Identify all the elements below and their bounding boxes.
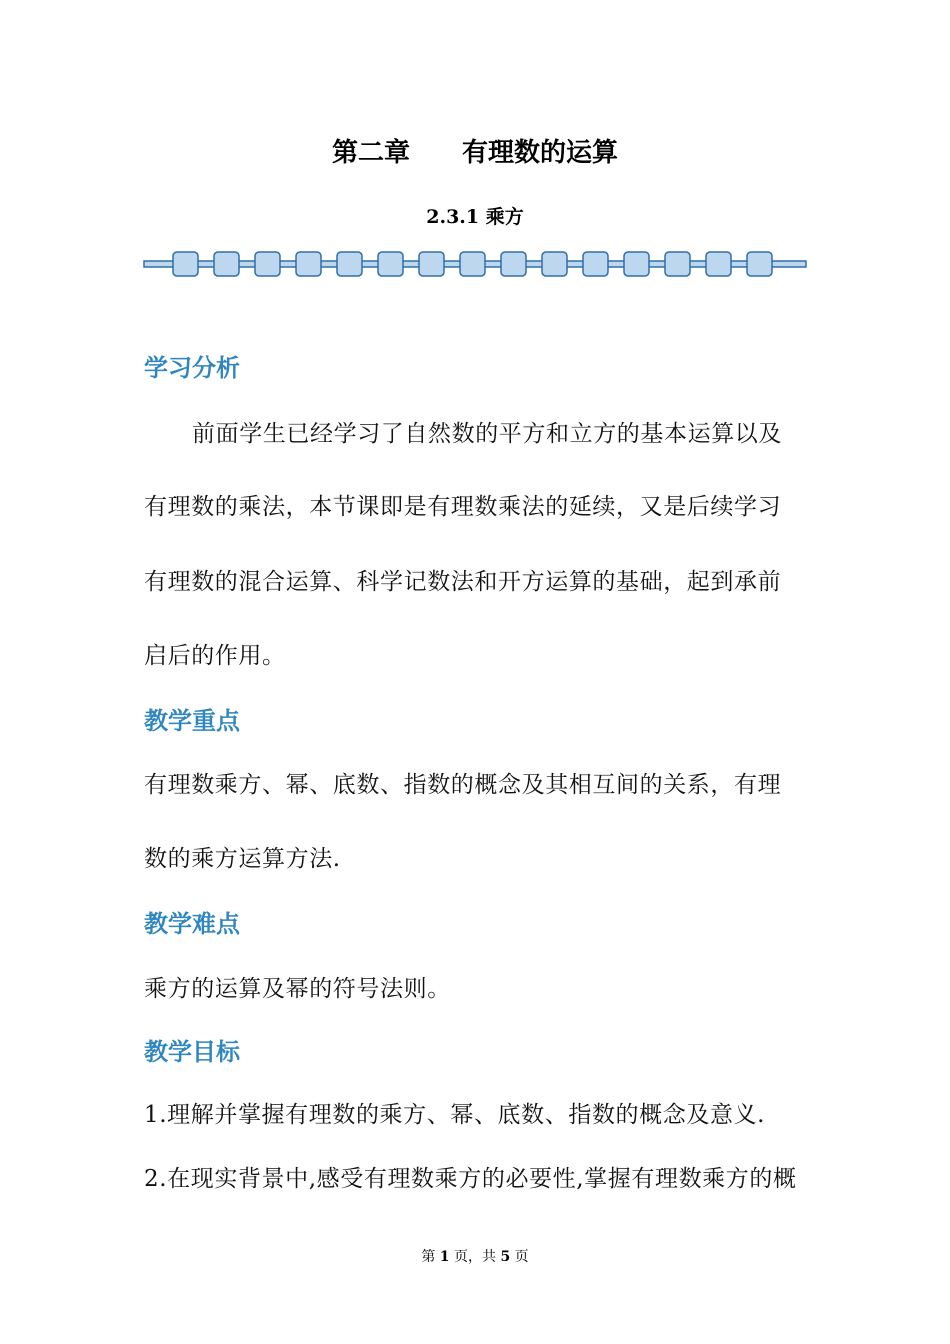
heading-objectives: 教学目标 xyxy=(144,1038,240,1066)
footer-prefix: 第 xyxy=(421,1249,436,1265)
footer-total-pages: 5 xyxy=(500,1249,511,1265)
divider-bead xyxy=(173,252,198,276)
divider-bead xyxy=(706,252,731,276)
divider-bead xyxy=(378,252,403,276)
heading-learning-analysis: 学习分析 xyxy=(144,354,240,382)
divider-bead xyxy=(747,252,772,276)
divider-bead xyxy=(542,252,567,276)
objectives-line: 2.在现实背景中,感受有理数乘方的必要性,掌握有理数乘方的概 xyxy=(144,1166,797,1192)
page-footer xyxy=(0,1246,950,1266)
analysis-line: 有理数的乘法，本节课即是有理数乘法的延续，又是后续学习 xyxy=(144,494,782,520)
analysis-line: 前面学生已经学习了自然数的平方和立方的基本运算以及 xyxy=(192,421,782,447)
divider-bead xyxy=(460,252,485,276)
footer-middle: 页，共 xyxy=(454,1249,496,1265)
objectives-line: 1.理解并掌握有理数的乘方、幂、底数、指数的概念及意义. xyxy=(144,1102,766,1128)
footer-suffix: 页 xyxy=(514,1249,529,1265)
key-points-line: 数的乘方运算方法. xyxy=(144,846,341,872)
divider-bead xyxy=(337,252,362,276)
footer-page-number: 1 xyxy=(439,1249,450,1265)
divider-bead xyxy=(501,252,526,276)
divider-bead xyxy=(624,252,649,276)
chapter-title: 第二章 有理数的运算 xyxy=(331,138,618,168)
section-title: 2.3.1 乘方 xyxy=(426,206,524,228)
difficulties-line: 乘方的运算及幂的符号法则。 xyxy=(144,976,451,1002)
divider-bead xyxy=(665,252,690,276)
divider-bead xyxy=(419,252,444,276)
heading-difficulties: 教学难点 xyxy=(144,910,240,938)
key-points-line: 有理数乘方、幂、底数、指数的概念及其相互间的关系，有理 xyxy=(144,772,782,798)
decorative-chain-divider xyxy=(143,247,808,281)
divider-bead xyxy=(296,252,321,276)
divider-bead xyxy=(214,252,239,276)
analysis-line: 启后的作用。 xyxy=(144,643,286,669)
analysis-line: 有理数的混合运算、科学记数法和开方运算的基础，起到承前 xyxy=(144,569,782,595)
divider-bead xyxy=(255,252,280,276)
divider-bead xyxy=(583,252,608,276)
heading-key-points: 教学重点 xyxy=(144,707,240,735)
